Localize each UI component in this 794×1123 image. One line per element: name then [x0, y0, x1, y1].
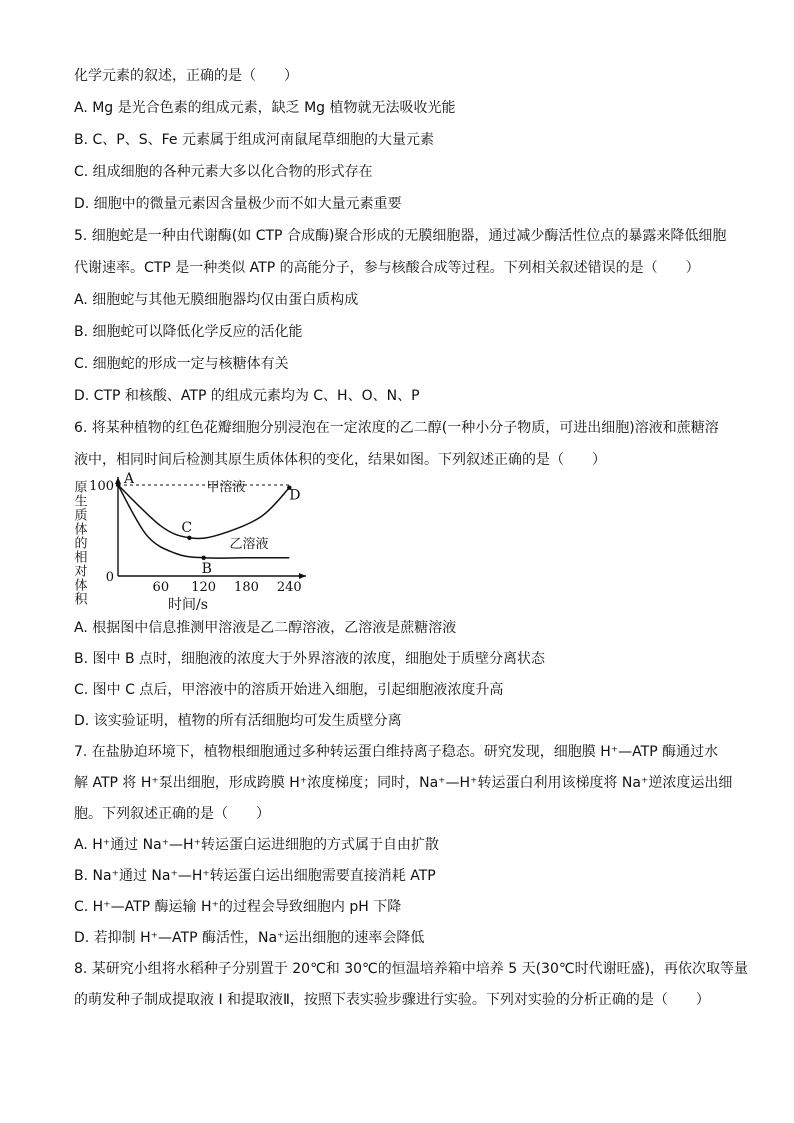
text-line: 液中，相同时间后检测其原生质体体积的变化，结果如图。下列叙述正确的是（ ）	[74, 452, 606, 468]
text-line: B. 图中 B 点时，细胞液的浓度大于外界溶液的浓度，细胞处于质壁分离状态	[74, 651, 546, 667]
text-line: A. 根据图中信息推测甲溶液是乙二醇溶液，乙溶液是蔗糖溶液	[74, 620, 457, 636]
point-a	[116, 483, 120, 487]
text-line: 的萌发种子制成提取液 I 和提取液Ⅱ，按照下表实验步骤进行实验。下列对实验的分析正确的是（ ）	[74, 992, 710, 1008]
text-line: A. Mg 是光合色素的组成元素，缺乏 Mg 植物就无法吸收光能	[74, 100, 456, 116]
text-line: D. 该实验证明，植物的所有活细胞均可发生质壁分离	[74, 713, 402, 729]
text-line: 代谢速率。CTP 是一种类似 ATP 的高能分子，参与核酸合成等过程。下列相关叙述错误的是（ ）	[74, 260, 700, 276]
text-line: D. 若抑制 H⁺—ATP 酶活性，Na⁺运出细胞的速率会降低	[74, 930, 425, 946]
text-line: C. 图中 C 点后，甲溶液中的溶质开始进入细胞，引起细胞液浓度升高	[74, 682, 504, 698]
point-label: A	[124, 471, 135, 487]
x-tick-label: 180	[234, 580, 259, 595]
point-c	[187, 536, 191, 540]
text-line: B. C、P、S、Fe 元素属于组成河南鼠尾草细胞的大量元素	[74, 132, 434, 148]
text-line: D. 细胞中的微量元素因含量极少而不如大量元素重要	[74, 196, 402, 212]
point-label: C	[181, 519, 193, 536]
text-line: 7. 在盐胁迫环境下，植物根细胞通过多种转运蛋白维持离子稳态。研究发现，细胞膜 H⁺—ATP 酶通过水	[74, 744, 719, 760]
x-tick-label: 240	[276, 580, 302, 595]
series-label: 乙溶液	[229, 537, 269, 552]
y-tick-label: 0	[105, 570, 114, 585]
y-axis-label: 原生质体的相对体积	[71, 480, 87, 606]
text-line: 解 ATP 将 H⁺泵出细胞，形成跨膜 H⁺浓度梯度；同时，Na⁺—H⁺转运蛋白利用该梯度将 Na⁺逆浓度运出细	[74, 775, 733, 791]
text-line: A. H⁺通过 Na⁺—H⁺转运蛋白运进细胞的方式属于自由扩散	[74, 837, 439, 853]
protoplast-volume-chart	[66, 466, 306, 616]
text-line: 化学元素的叙述，正确的是（ ）	[74, 68, 298, 84]
point-label: B	[201, 560, 212, 577]
text-line: 6. 将某种植物的红色花瓣细胞分别浸泡在一定浓度的乙二醇(一种小分子物质，可进出细胞)溶液和蔗糖溶	[74, 420, 719, 436]
text-line: C. 细胞蛇的形成一定与核糖体有关	[74, 356, 289, 372]
x-axis-label: 时间/s	[168, 597, 208, 613]
x-tick-label: 60	[152, 580, 170, 595]
plot-area	[89, 471, 306, 595]
point-label: D	[289, 487, 301, 504]
x-tick-label: 120	[191, 580, 217, 595]
text-line: 8. 某研究小组将水稻种子分别置于 20℃和 30℃的恒温培养箱中培养 5 天(30℃时代谢旺盛)，再依次取等量	[74, 961, 749, 977]
text-line: 胞。下列叙述正确的是（ ）	[74, 806, 270, 822]
text-line: C. H⁺—ATP 酶运输 H⁺的过程会导致细胞内 pH 下降	[74, 899, 402, 915]
text-line: 5. 细胞蛇是一种由代谢酶(如 CTP 合成酶)聚合形成的无膜细胞器，通过减少酶活性位点的暴露来降低细胞	[74, 228, 727, 244]
text-line: A. 细胞蛇与其他无膜细胞器均仅由蛋白质构成	[74, 292, 359, 308]
text-line: C. 组成细胞的各种元素大多以化合物的形式存在	[74, 164, 373, 180]
x-axis-arrow	[299, 573, 306, 579]
series-label: 甲溶液	[206, 480, 246, 495]
point-b	[201, 556, 205, 560]
text-line: D. CTP 和核酸、ATP 的组成元素均为 C、H、O、N、P	[74, 388, 420, 404]
text-line: B. Na⁺通过 Na⁺—H⁺转运蛋白运出细胞需要直接消耗 ATP	[74, 868, 436, 884]
y-tick-label: 100	[89, 479, 114, 494]
text-line: B. 细胞蛇可以降低化学反应的活化能	[74, 324, 303, 340]
